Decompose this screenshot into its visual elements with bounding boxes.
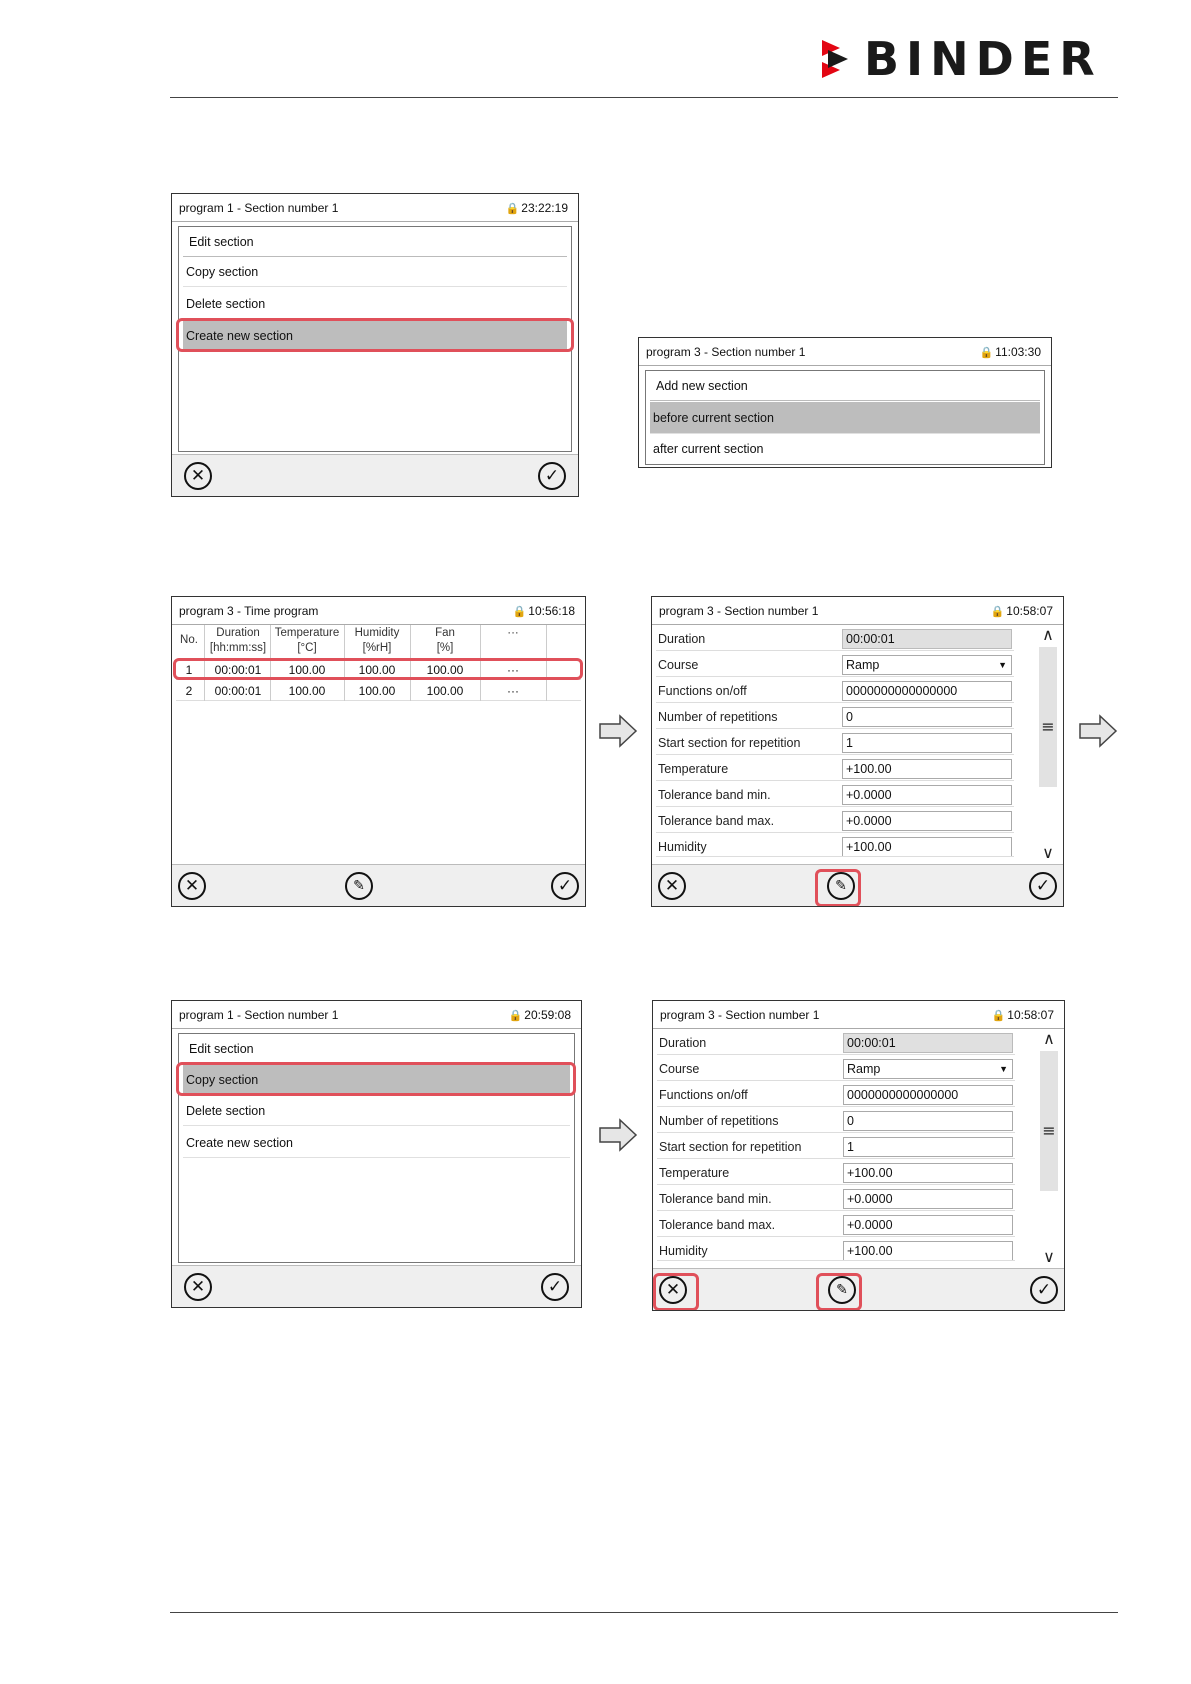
screen-title: program 3 - Section number 1 <box>646 345 806 359</box>
functions-input[interactable]: 0000000000000000 <box>843 1085 1013 1105</box>
screen-title: program 1 - Section number 1 <box>179 201 339 215</box>
confirm-button[interactable] <box>1030 1276 1058 1304</box>
param-row-tolerance-max <box>656 809 1014 833</box>
confirm-button[interactable] <box>538 462 566 490</box>
highlight-frame <box>815 869 861 907</box>
param-label: Duration <box>659 1036 707 1050</box>
humidity-input[interactable]: +100.00 <box>843 1241 1013 1261</box>
param-row-start-section <box>657 1135 1015 1159</box>
clock-time: 10:58:07 <box>1007 1008 1054 1022</box>
table-row[interactable] <box>176 681 581 701</box>
param-label: Tolerance band max. <box>658 814 775 828</box>
header-more: ··· <box>507 627 519 639</box>
arrow-right-icon <box>598 714 638 748</box>
screen-title: program 3 - Section number 1 <box>659 604 819 618</box>
pencil-circle-icon: ✎ <box>353 878 365 894</box>
menu-lines-icon: ≡ <box>1041 717 1055 736</box>
param-row-tolerance-min <box>657 1187 1015 1211</box>
cell-fan: 100.00 <box>426 684 464 698</box>
check-circle-icon: ✓ <box>547 1277 563 1297</box>
course-value: Ramp <box>846 658 880 672</box>
param-label: Humidity <box>658 840 707 854</box>
chevron-up-icon[interactable]: ∧ <box>1042 625 1054 644</box>
check-circle-icon: ✓ <box>1035 876 1051 896</box>
cell-more: ··· <box>507 684 519 698</box>
param-row-temperature <box>657 1161 1015 1185</box>
param-value-duration: 00:00:01 <box>843 1033 1013 1053</box>
chevron-down-icon[interactable]: ∨ <box>1043 1247 1055 1266</box>
table-header <box>176 625 581 657</box>
button-bar <box>172 454 578 496</box>
close-circle-icon: ✕ <box>190 1277 206 1297</box>
chevron-up-icon[interactable]: ∧ <box>1043 1029 1055 1048</box>
arrow-right-icon <box>1078 714 1118 748</box>
cancel-button[interactable] <box>178 872 206 900</box>
repetitions-input[interactable]: 0 <box>843 1111 1013 1131</box>
param-label: Start section for repetition <box>659 1140 802 1154</box>
menu-item-copy-section[interactable]: Copy section <box>183 1064 570 1096</box>
clock <box>509 1008 571 1022</box>
menu-item-copy-section[interactable]: Copy section <box>183 257 567 287</box>
binder-logo-text: BINDER <box>864 32 1102 86</box>
title-bar <box>639 338 1051 366</box>
param-row-start-section <box>656 731 1014 755</box>
course-value: Ramp <box>847 1062 881 1076</box>
start-section-input[interactable]: 1 <box>843 1137 1013 1157</box>
scrollbar[interactable] <box>1038 1029 1060 1266</box>
cell-temperature: 100.00 <box>288 663 326 677</box>
cell-temperature: 100.00 <box>288 684 326 698</box>
param-label: Functions on/off <box>658 684 747 698</box>
cancel-button[interactable] <box>658 872 686 900</box>
screen-title: program 1 - Section number 1 <box>179 1008 339 1022</box>
screen-section-parameters-copy <box>652 1000 1065 1311</box>
param-row-temperature <box>656 757 1014 781</box>
title-bar <box>652 597 1063 625</box>
param-row-course <box>656 653 1014 677</box>
param-label: Start section for repetition <box>658 736 801 750</box>
tolerance-min-input[interactable]: +0.0000 <box>843 1189 1013 1209</box>
header-duration: Duration [hh:mm:ss] <box>209 627 267 654</box>
cell-duration: 00:00:01 <box>214 663 262 677</box>
clock <box>979 345 1041 359</box>
param-row-duration <box>656 627 1014 651</box>
menu-item-before-current-section[interactable]: before current section <box>650 402 1040 434</box>
cell-fan: 100.00 <box>426 663 464 677</box>
confirm-button[interactable] <box>1029 872 1057 900</box>
screen-time-program <box>171 596 586 907</box>
cell-duration: 00:00:01 <box>214 684 262 698</box>
button-bar <box>172 1265 581 1307</box>
cancel-button[interactable] <box>184 462 212 490</box>
binder-logo-mark <box>820 38 860 80</box>
menu-item-delete-section[interactable]: Delete section <box>183 1096 570 1126</box>
footer-rule <box>170 1612 1118 1613</box>
start-section-input[interactable]: 1 <box>842 733 1012 753</box>
lock-icon: 🔒 <box>979 347 994 359</box>
check-circle-icon: ✓ <box>544 466 560 486</box>
title-bar <box>172 194 578 222</box>
cell-no: 1 <box>185 663 193 677</box>
param-row-humidity <box>656 835 1014 857</box>
clock <box>991 604 1053 618</box>
header-no: No. <box>180 634 198 646</box>
highlight-frame <box>816 1273 862 1311</box>
param-label: Temperature <box>658 762 729 776</box>
clock-time: 10:58:07 <box>1006 604 1053 618</box>
highlight-frame <box>176 1062 576 1096</box>
arrow-right-icon <box>598 1118 638 1152</box>
humidity-input[interactable]: +100.00 <box>842 837 1012 857</box>
param-row-course <box>657 1057 1015 1081</box>
scrollbar[interactable] <box>1037 625 1059 862</box>
param-row-functions <box>657 1083 1015 1107</box>
close-circle-icon: ✕ <box>664 876 680 896</box>
param-label: Functions on/off <box>659 1088 748 1102</box>
screen-section-parameters <box>651 596 1064 907</box>
edit-button[interactable] <box>345 872 373 900</box>
clock <box>992 1008 1054 1022</box>
title-bar <box>172 1001 581 1029</box>
param-label: Temperature <box>659 1166 730 1180</box>
param-label: Tolerance band min. <box>659 1192 772 1206</box>
param-label: Duration <box>658 632 706 646</box>
clock <box>513 604 575 618</box>
title-bar <box>172 597 585 625</box>
pencil-circle-icon: ✎ <box>836 1282 848 1298</box>
check-circle-icon: ✓ <box>1036 1280 1052 1300</box>
screen-section-menu-copy <box>171 1000 582 1308</box>
clock-time: 11:03:30 <box>995 345 1041 359</box>
cell-no: 2 <box>185 684 193 698</box>
tolerance-max-input[interactable]: +0.0000 <box>842 811 1012 831</box>
highlight-frame <box>653 1273 699 1311</box>
param-value-duration: 00:00:01 <box>842 629 1012 649</box>
param-label: Course <box>659 1062 700 1076</box>
clock-time: 20:59:08 <box>524 1008 571 1022</box>
param-label: Tolerance band min. <box>658 788 771 802</box>
check-circle-icon: ✓ <box>557 876 573 896</box>
course-select[interactable] <box>842 655 1012 675</box>
screen-add-new-section <box>638 337 1052 468</box>
highlight-frame <box>173 658 583 680</box>
clock-time: 10:56:18 <box>528 604 575 618</box>
cell-humidity: 100.00 <box>358 663 396 677</box>
lock-icon: 🔒 <box>512 606 527 618</box>
cell-humidity: 100.00 <box>358 684 396 698</box>
dropdown-arrow-icon: ▼ <box>999 1064 1008 1074</box>
param-row-repetitions <box>657 1109 1015 1133</box>
close-circle-icon: ✕ <box>190 466 206 486</box>
param-row-tolerance-max <box>657 1213 1015 1237</box>
title-bar <box>653 1001 1064 1029</box>
binder-logo <box>820 32 1118 86</box>
header-fan: Fan [%] <box>435 627 455 654</box>
temperature-input[interactable]: +100.00 <box>842 759 1012 779</box>
menu-panel <box>645 370 1045 465</box>
param-label: Course <box>658 658 699 672</box>
menu-item-edit-section[interactable]: Edit section <box>183 1034 570 1064</box>
clock <box>506 201 568 215</box>
dropdown-arrow-icon: ▼ <box>998 660 1007 670</box>
param-label: Number of repetitions <box>659 1114 779 1128</box>
lock-icon: 🔒 <box>508 1010 523 1022</box>
screen-title: program 3 - Time program <box>179 604 319 618</box>
lock-icon: 🔒 <box>991 1010 1006 1022</box>
highlight-frame <box>176 318 574 352</box>
screen-section-menu <box>171 193 579 497</box>
functions-input[interactable]: 0000000000000000 <box>842 681 1012 701</box>
param-label: Tolerance band max. <box>659 1218 776 1232</box>
lock-icon: 🔒 <box>990 606 1005 618</box>
menu-item-edit-section[interactable]: Edit section <box>183 227 567 257</box>
header-humidity: Humidity [%rH] <box>354 627 400 654</box>
menu-item-create-new-section[interactable]: Create new section <box>183 1128 570 1158</box>
button-bar <box>172 864 585 906</box>
menu-item-after-current-section[interactable]: after current section <box>653 442 764 456</box>
param-label: Number of repetitions <box>658 710 778 724</box>
course-select[interactable] <box>843 1059 1013 1079</box>
confirm-button[interactable] <box>541 1273 569 1301</box>
param-row-repetitions <box>656 705 1014 729</box>
header-temperature: Temperature [°C] <box>274 627 340 654</box>
tolerance-min-input[interactable]: +0.0000 <box>842 785 1012 805</box>
menu-item-delete-section[interactable]: Delete section <box>183 289 567 319</box>
close-circle-icon: ✕ <box>665 1280 681 1300</box>
temperature-input[interactable]: +100.00 <box>843 1163 1013 1183</box>
screen-title: program 3 - Section number 1 <box>660 1008 820 1022</box>
menu-heading-add-new-section: Add new section <box>650 371 1040 401</box>
menu-lines-icon: ≡ <box>1042 1121 1056 1140</box>
repetitions-input[interactable]: 0 <box>842 707 1012 727</box>
confirm-button[interactable] <box>551 872 579 900</box>
param-row-humidity <box>657 1239 1015 1261</box>
cell-more: ··· <box>507 663 519 677</box>
tolerance-max-input[interactable]: +0.0000 <box>843 1215 1013 1235</box>
lock-icon: 🔒 <box>505 203 520 215</box>
pencil-circle-icon: ✎ <box>835 878 847 894</box>
header-rule <box>170 97 1118 98</box>
param-label: Humidity <box>659 1244 708 1258</box>
menu-item-create-new-section[interactable]: Create new section <box>183 321 567 351</box>
clock-time: 23:22:19 <box>521 201 568 215</box>
param-row-duration <box>657 1031 1015 1055</box>
param-row-functions <box>656 679 1014 703</box>
param-row-tolerance-min <box>656 783 1014 807</box>
cancel-button[interactable] <box>184 1273 212 1301</box>
close-circle-icon: ✕ <box>184 876 200 896</box>
chevron-down-icon[interactable]: ∨ <box>1042 843 1054 862</box>
